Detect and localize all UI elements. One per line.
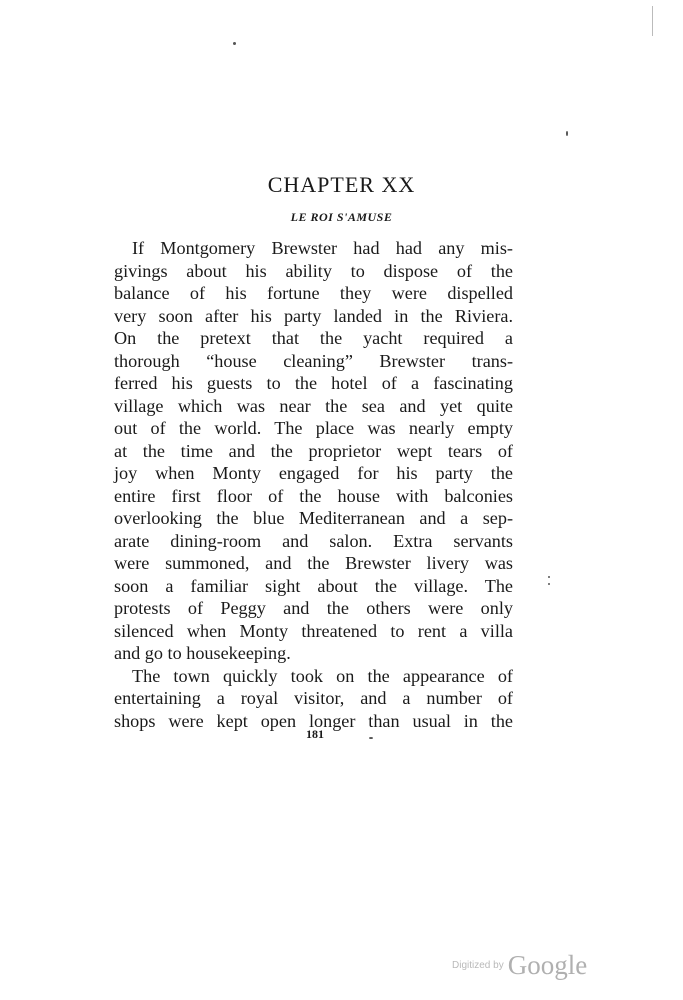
text-line: entertaining a royal visitor, and a number of — [114, 688, 513, 708]
watermark-brand: Google — [507, 950, 588, 980]
text-line: silenced when Monty threatened to rent a villa — [114, 620, 513, 641]
text-line: soon a familiar sight about the village. The — [114, 575, 513, 596]
text-line: and go to housekeeping. — [114, 643, 291, 663]
text-line: protests of Peggy and the others were only — [114, 598, 513, 618]
scan-speck — [233, 42, 236, 45]
scan-speck — [566, 131, 568, 136]
text-line: were summoned, and the Brewster livery was — [114, 553, 513, 573]
text-line: arate dining-room and salon. Extra servants — [114, 530, 513, 551]
paragraph-1 — [114, 237, 513, 665]
text-line: out of the world. The place was nearly empty — [114, 418, 513, 438]
text-line: very soon after his party landed in the Riviera. — [114, 305, 513, 326]
scan-speck — [548, 583, 550, 585]
text-line: balance of his fortune they were dispelled — [114, 283, 513, 303]
text-line: ferred his guests to the hotel of a fascinating — [114, 373, 513, 393]
scan-speck — [548, 576, 550, 578]
paragraph-2 — [114, 665, 513, 733]
text-line: The town quickly took on the appearance of — [132, 665, 513, 686]
text-line: village which was near the sea and yet quite — [114, 395, 513, 416]
body-text — [114, 237, 513, 732]
text-line: entire first floor of the house with balconies — [114, 485, 513, 506]
text-line: givings about his ability to dispose of the — [114, 260, 513, 281]
scan-speck — [652, 6, 653, 36]
watermark-prefix: Digitized by — [452, 960, 504, 971]
scan-speck — [369, 737, 373, 739]
page-number: 181 — [306, 727, 324, 741]
text-line: On the pretext that the yacht required a — [114, 328, 513, 348]
text-line: overlooking the blue Mediterranean and a sep- — [114, 508, 513, 528]
digitized-by-google-watermark — [452, 950, 587, 981]
text-line: shops were kept open longer than usual in the — [114, 710, 513, 731]
text-line: thorough “house cleaning” Brewster trans- — [114, 350, 513, 371]
chapter-subtitle: LE ROI S'AMUSE — [290, 210, 393, 224]
text-line: joy when Monty engaged for his party the — [114, 463, 513, 483]
chapter-title: CHAPTER XX — [267, 172, 416, 197]
text-line: at the time and the proprietor wept tears of — [114, 440, 513, 461]
text-line: If Montgomery Brewster had had any mis- — [132, 238, 513, 258]
